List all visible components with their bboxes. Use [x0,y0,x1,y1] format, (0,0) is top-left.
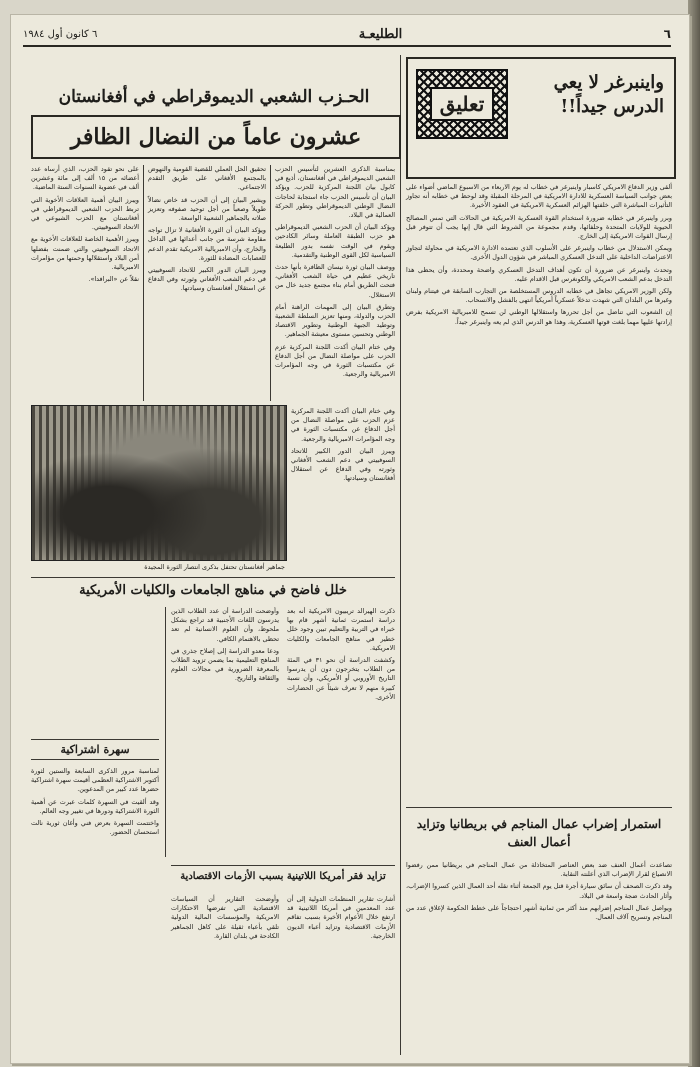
paragraph: وكشفت الدراسة أن نحو ٣١ في المئة من الطلاب يتخرجون دون أن يدرسوا التاريخ الأوروبي أو الأمريكي، وأن نسبة كبيرة منهم لا تعرف شيئاً عن الحضارات الأخرى. [287,656,395,701]
afghan-col-middle [148,165,266,297]
paragraph: ووصف البيان ثورة نيسان الظافرة بأنها حدث تاريخي عظيم في حياة الشعب الأفغاني، فتحت الطريق أمام بناء مجتمع جديد خال من الاستغلال. [275,263,395,299]
paragraph: وأوضحت التقارير أن السياسات الاقتصادية التي تفرضها الاحتكارات الامريكية والمؤسسات المالية الدولية تلقي بأعباء ثقيلة على كاهل الجماهير الكادحة في بلدان القارة. [171,895,279,940]
afghan-headline: الحـزب الشعبي الديموقراطي في أفغانستان [58,87,370,107]
page-number: ٦ [663,27,671,41]
paragraph: ويواصل عمال المناجم إضرابهم منذ أكثر من ثمانية أشهر احتجاجاً على خطط الحكومة لإغلاق عدد من المناجم وتسريح آلاف العمال. [406,903,672,922]
paragraph: وأوضحت الدراسة أن عدد الطلاب الذين يدرسون اللغات الأجنبية قد تراجع بشكل ملحوظ، وأن العلوم الانسانية لم تعد تحظى بالاهتمام الكافي. [171,607,279,643]
section-rule [406,807,672,808]
paragraph: على نحو تقود الحزب، الذي أرساه عدد أعضائه من ١٥ ألف إلى مائة وعشرين ألف في عضوية السنوات الستة الماضية. [31,165,139,192]
afghan-col-right [275,165,395,382]
column-rule [165,607,166,857]
afghan-col-continuation [291,407,395,571]
newspaper-page [10,14,690,1064]
paragraph: تصاعدت أعمال العنف ضد بعض العناصر المتخاذلة من عمال المناجم في بريطانيا ممن رفضوا الانصياع لقرار الإضراب الذي أعلنته النقابة. [406,861,672,879]
commentary-title: واينبرغر لا يعي الدرس جيداً!! [553,72,664,117]
publication-name: الطليعـة [358,26,403,42]
afghan-rally-photo [31,405,287,561]
paragraph: ويبرز البيان الدور الكبير للاتحاد السوفييتي في دعم الشعب الأفغاني وثورته وفي الدفاع عن استقلال أفغانستان وسيادتها. [148,266,266,293]
commentary-logo [416,69,508,139]
paragraph: ويشير البيان إلى أن الحزب قد خاض نضالاً طويلاً وصعباً من أجل توحيد صفوفه وتعزيز صلاته بالجماهير الشعبية الواسعة. [148,195,266,223]
paragraph: ويمكن الاستدلال من خطاب واينبرغر على الأسلوب الذي تعتمده الادارة الامريكية في محاولة لتجاوز الاعتراضات الداخلية على التدخل العسكري المباشر في شؤون الدول الأخرى. [406,244,672,262]
commentary-logo-text: تعليق [430,87,495,121]
paragraph: وفي ختام البيان أكدت اللجنة المركزية عزم الحزب على مواصلة النضال من أجل الدفاع عن مكتسبات الثورة في وجه المؤامرات الامبريالية والرجعية. [275,342,395,379]
column-rule [143,165,144,401]
paragraph: بمناسبة الذكرى العشرين لتأسيس الحزب الشعبي الديموقراطي في أفغانستان، أذيع في كابول بيان اللجنة المركزية للحزب. ويؤكد البيان أن تأسيس الحزب جاء استجابة لحاجات النضال الوطني الديموقراطي وتطور الحركة العمالية في البلاد. [275,165,395,220]
paragraph: وتطرق البيان إلى المهمات الراهنة أمام الحزب والدولة، ومنها تعزيز السلطة الشعبية وتوطيد الجبهة الوطنية وتطوير الاقتصاد الوطني وتحسين مستوى معيشة الجماهير. [275,302,395,339]
section-rule [171,865,395,866]
socialism-body [31,767,159,840]
paragraph: ويبرز البيان الدور الكبير للاتحاد السوفييتي في دعم الشعب الأفغاني وثورته وفي الدفاع عن استقلال أفغانستان وسيادتها. [291,446,395,483]
paragraph: ويبرز البيان أهمية العلاقات الأخوية التي تربط الحزب الشعبي الديموقراطي في أفغانستان مع الحزب الشيوعي في الاتحاد السوفييتي. [31,195,139,232]
column-rule [270,165,271,401]
paragraph: ألقى وزير الدفاع الامريكي كاسبار واينبرغر في خطاب له يوم الاربعاء من الاسبوع الماضي أضواء على بعض جوانب السياسة العسكرية للادارة الامريكية في المرحلة المقبلة وقد لوحظ في خطابه أنه تجاوز التأثيرات المباشرة التي خلفتها الهزائم العسكرية الامريكية في العقود الأخيرة. [406,183,672,210]
socialism-headline: سهرة اشتراكية [31,739,159,760]
column-rule [400,55,401,1055]
paragraph: ولكن الوزير الامريكي تجاهل في خطابه الدروس المستخلصة من التجارب السابقة في فيتنام ولبنان وغيرها من البلدان التي شهدت تدخلاً عسكرياً أمريكياً انتهى بالفشل والانسحاب. [406,287,672,305]
paragraph: لمناسبة مرور الذكرى السابعة والستين لثورة أكتوبر الاشتراكية العظمى أقيمت سهرة اشتراكية حضرها عدد كبير من المدعوين. [31,767,159,794]
paragraph: وقد ألقيت في السهرة كلمات عبرت عن أهمية الثورة الاشتراكية ودورها في تغيير وجه العالم. [31,797,159,815]
commentary-box [406,57,676,179]
paragraph: نقلاً عن «البرافدا». [88,275,139,284]
photo-caption: جماهير أفغانستان تحتفل بذكرى انتصار الثورة المجيدة [144,563,285,571]
paragraph: أشارت تقارير المنظمات الدولية إلى أن عدد المعدمين في أمريكا اللاتينية قد ارتفع خلال الأعوام الأخيرة بسبب تفاقم الأزمات الاقتصادية وتزايد أعباء الديون الخارجية. [287,895,395,940]
paragraph: ويؤكد البيان أن الثورة الأفغانية لا تزال تواجه مقاومة شرسة من جانب أعدائها في الداخل والخارج، وأن الامبريالية الامريكية تقدم الدعم للعصابات المضادة للثورة. [148,226,266,262]
paragraph: ويؤكد البيان أن الحزب الشعبي الديموقراطي هو حزب الطبقة العاملة وسائر الكادحين ويقوم في الوقت نفسه بدور الطليعة السياسية لكل القوى الوطنية والتقدمية. [275,223,395,259]
paragraph: تحقيق الحل العملي للقضية القومية والنهوض بالمجتمع الأفغاني على طريق التقدم الاجتماعي. [148,165,266,192]
latam-headline: تزايد فقر أمريكا اللاتينية بسبب الأزمات الاقتصادية [180,871,386,882]
paragraph: وقد ذكرت الصحف أن سائق سيارة أجرة قتل يوم الجمعة أثناء نقله أحد العمال الذين كسروا الإضراب، وأثار الحادث ضجة واسعة في البلاد. [406,882,672,900]
paragraph: ويبرز الأهمية الخاصة للعلاقات الأخوية مع الاتحاد السوفييتي والتي ضمنت بفضلها أمن البلاد واستقلالها وحمتها من مؤامرات الامبريالية. [31,235,139,272]
universities-body [171,607,395,857]
paragraph: وفي ختام البيان أكدت اللجنة المركزية عزم الحزب على مواصلة النضال من أجل الدفاع عن مكتسبات الثورة في وجه المؤامرات الامبريالية والرجعية. [291,407,395,443]
page-header [23,23,671,47]
paragraph: ذكرت الهيرالد تريبيون الامريكية أنه بعد دراسة استمرت ثمانية أشهر قام بها خبراء في التربية والتعليم تبين وجود خلل خطير في مناهج الجامعات والكليات الامريكية. [287,607,395,652]
britain-headline: استمرار إضراب عمال المناجم في بريطانيا وتزايد أعمال العنف [416,817,662,849]
universities-headline: خلل فاضح في مناهج الجامعات والكليات الأمريكية [79,583,347,598]
britain-body [406,861,672,925]
afghan-banner: عشرون عاماً من النضال الظافر [31,115,401,159]
paragraph: ودعا معدو الدراسة إلى إصلاح جذري في المناهج التعليمية بما يضمن تزويد الطلاب بالمعرفة الضرورية في مجالات العلوم والثقافة والتاريخ. [171,646,279,683]
paragraph: وبرر واينبرغر في خطابه ضرورة استخدام القوة العسكرية الامريكية في الحالات التي تمس المصالح الحيوية للولايات المتحدة وحلفائها، وقدم مجموعة من الشروط التي قال إنها يجب أن تتوفر قبل إرسال القوات الامريكية إلى الخارج. [406,213,672,241]
commentary-body [406,183,672,330]
paragraph: واختتمت السهرة بعرض فني وأغان ثورية نالت استحسان الحضور. [31,819,159,837]
paragraph: وتحدث واينبرغر عن ضرورة أن تكون أهداف التدخل العسكري واضحة ومحددة، وأن يحظى هذا التدخل بدعم الشعب الامريكي والكونغرس قبل الاقدام عليه. [406,265,672,283]
paragraph: إن الشعوب التي تناضل من أجل تحررها واستقلالها الوطني لن تسمح للامبريالية الامريكية بفرض إرادتها عليها مهما بلغت قوتها العسكرية، وهذا هو الدرس الذي لم يعه واينبرغر جيداً. [406,308,672,326]
latam-body [171,895,395,944]
afghan-col-left [31,165,139,287]
issue-date: ٦ كانون أول ١٩٨٤ [23,28,98,40]
section-rule [31,577,395,578]
